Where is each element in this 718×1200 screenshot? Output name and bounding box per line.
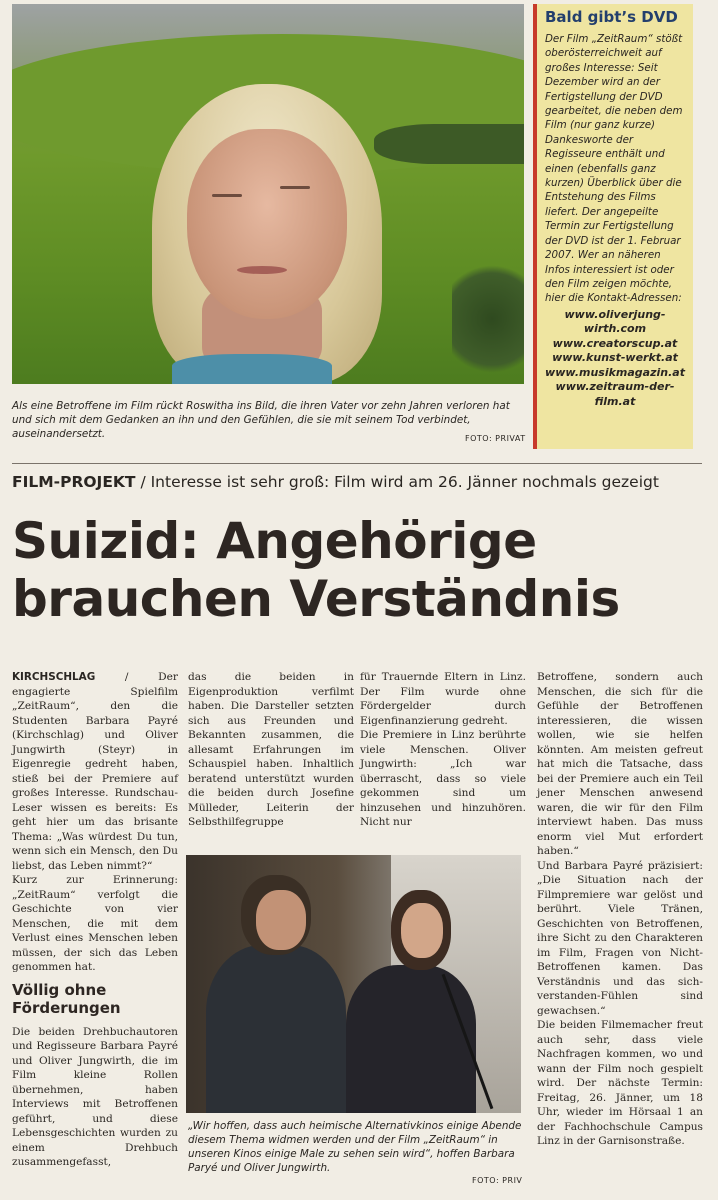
photo-caption: Als eine Betroffene im Film rückt Roswitha ins Bild, die ihren Vater vor zehn Jahren verloren hat und sich mit dem Gedanken an ihn und den Gefühlen, die sie mit seinem Tod verbindet, auseinandersetzt. [12, 400, 510, 440]
col4-paragraph-2: Und Barbara Payré präzisiert: „Die Situation nach der Filmpremiere war gelöst und berührt. Viele Tränen, Geschichten von Betroffenen, ihre Sicht zu den Charakteren im Film, Fragen von Nicht-Betroffenen kamen. Das Verständnis und das sich-verstanden-Fühlen sind gewachsen.“ [537, 859, 703, 1017]
link-musikmagazin[interactable]: www.musikmagazin.at [545, 365, 685, 379]
link-oliverjungwirth-1[interactable]: www.oliverjung- [564, 307, 666, 321]
photo-filmmakers [186, 855, 521, 1113]
photo-credit: FOTO: PRIVAT [465, 434, 526, 443]
link-oliverjungwirth-2[interactable]: wirth.com [583, 322, 647, 336]
sidebar-box-dvd [533, 4, 693, 449]
link-kunst-werkt[interactable]: www.kunst-werkt.at [552, 351, 678, 365]
headline-line-2: brauchen Verständnis [12, 570, 620, 628]
article-column-1 [12, 670, 178, 1170]
article-column-3 [360, 670, 526, 830]
headline [12, 512, 702, 628]
sidebar-links [545, 308, 685, 410]
col1-paragraph-1: / Der engagierte Spielfilm „ZeitRaum“, den die Studenten Barbara Payré (Kirchschlag) und Oliver Jungwirth (Steyr) in Eigenregie gedreht haben, stieß bei der Premiere auf großes Interesse. Rundschau-Leser wissen es bereits: Es geht hier um das brisante Thema: „Was würdest Du tun, wenn sich ein Mensch, den Du liebst, das Leben nimmt?“ [12, 671, 178, 872]
kicker-separator: / [135, 473, 151, 491]
link-creatorscup[interactable]: www.creatorscup.at [552, 336, 678, 350]
kicker-label: FILM-PROJEKT [12, 473, 136, 491]
col1-paragraph-3: Die beiden Drehbuchautoren und Regisseure Barbara Payré und Oliver Jungwirth, die im Film kleine Rollen übernehmen, haben Interviews mit Betroffenen geführt, und diese Lebensgeschichten wurden zu einem Drehbuch zusammengefasst, [12, 1025, 178, 1168]
dateline: KIRCHSCHLAG [12, 671, 96, 683]
photo-credit-2: FOTO: PRIV [472, 1176, 523, 1185]
col3-paragraph-1: für Trauernde Eltern in Linz. Der Film wurde ohne Fördergelder durch Eigenfinanzierung gedreht. [360, 671, 526, 727]
headline-line-1: Suizid: Angehörige [12, 512, 537, 570]
col4-paragraph-3: Die beiden Filmemacher freut auch sehr, dass viele Nachfragen kommen, wo und wann der Film noch gespielt wird. Der nächste Termin: Freitag, 26. Jänner, um 18 Uhr, wieder im Hörsaal 1 an der Fachhochschule Campus Linz in der Garnisonstraße. [537, 1019, 703, 1147]
kicker-text: Interesse ist sehr groß: Film wird am 26. Jänner nochmals gezeigt [150, 473, 659, 491]
divider [12, 463, 702, 464]
col1-paragraph-2: Kurz zur Erinnerung: „ZeitRaum“ verfolgt die Geschichte von vier Menschen, die mit dem Verlust eines Menschen leben müssen, der sich das Leben genommen hat. [12, 874, 178, 973]
link-zeitraum-1[interactable]: www.zeitraum-der- [555, 380, 675, 394]
photo-caption-2: „Wir hoffen, dass auch heimische Alternativkinos einige Abende diesem Thema widmen werden und der Film „ZeitRaum“ in unseren Kinos einige Male zu sehen sein wird“, hoffen Barbara Paryé und Oliver Jungwirth. [188, 1120, 522, 1174]
col2-paragraph-1: das die beiden in Eigenproduktion verfilmt haben. Die Darsteller setzten sich aus Freunden und Bekannten zusammen, die allesamt Erfahrungen im Schauspiel haben. Inhaltlich beratend unterstützt wurden die beiden durch Josefine Mülleder, Leiterin der Selbsthilfegruppe [188, 671, 354, 828]
kicker [12, 473, 659, 491]
article-column-4 [537, 670, 703, 1149]
link-zeitraum-2[interactable]: film.at [594, 394, 636, 408]
sidebar-title: Bald gibt’s DVD [545, 8, 678, 26]
photo-roswitha [12, 4, 524, 384]
col3-paragraph-2: Die Premiere in Linz berührte viele Menschen. Oliver Jungwirth: „Ich war überrascht, dass so viele gekommen sind um hinzusehen und hinzuhören. Nicht nur [360, 729, 526, 828]
article-column-2 [188, 670, 354, 830]
subhead: Völlig ohne Förderungen [12, 980, 121, 1017]
sidebar-body: Der Film „ZeitRaum“ stößt oberösterreichweit auf großes Interesse: Seit Dezember wird an der Fertigstellung der DVD gearbeitet, die neben dem Film (nur ganz kurze) Dankesworte der Regisseure enthält und einen (ebenfalls ganz kurzen) Überblick über die Entstehung des Films liefert. Der angepeilte Termin zur Fertigstellung der DVD ist der 1. Februar 2007. Wer an näheren Infos interessiert ist oder den Film zeigen möchte, hier die Kontakt-Adressen: [545, 33, 683, 305]
col4-paragraph-1: Betroffene, sondern auch Menschen, die sich für die Gefühle der Betroffenen interessieren, die wissen wollen, wie sie helfen könnten. Am meisten gefreut hat mich die Tatsache, dass bei der Premiere auch ein Teil jener Menschen anwesend waren, die wir für den Film interviewt haben. Das muss enorm viel Mut erfordert haben.“ [537, 671, 703, 857]
